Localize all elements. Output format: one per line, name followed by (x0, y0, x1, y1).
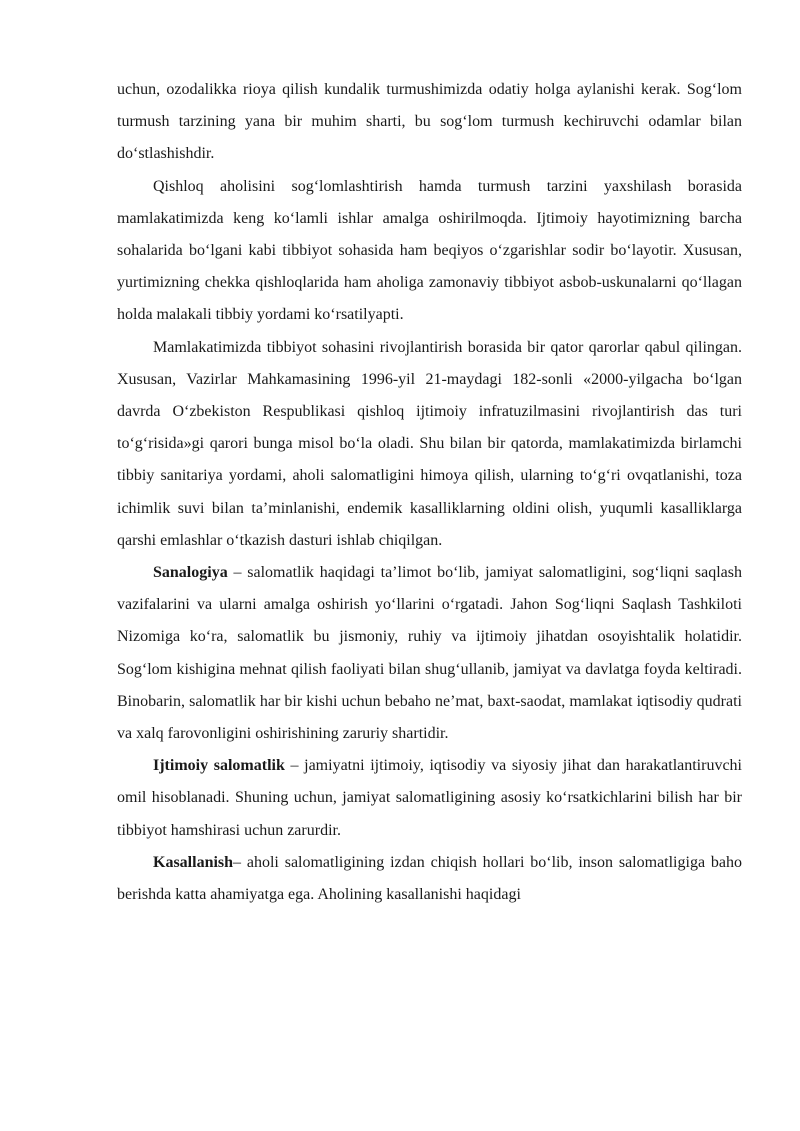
paragraph-social-health (117, 750, 742, 847)
paragraph-medical-decrees (117, 332, 742, 557)
paragraph-continuation (117, 74, 742, 171)
paragraph-morbidity (117, 847, 742, 911)
paragraph-rural-health (117, 171, 742, 332)
paragraph-sanalogiya (117, 557, 742, 750)
term-social-health: Ijtimoiy salomatlik (153, 757, 285, 775)
paragraph-text: – aholi salomatligining izdan chiqish hollari bo‘lib, inson salomatligiga baho berishda katta ahamiyatga ega. Aholining kasallanishi haqidagi (117, 853, 742, 904)
paragraph-text: Mamlakatimizda tibbiyot sohasini rivojlantirish borasida bir qator qarorlar qabul qilingan. Xususan, Vazirlar Mahkamasining 1996-yil 21-maydagi 182-sonli «2000-yilgacha bo‘lgan davrda O‘zbekiston Respublikasi qishloq ijtimoiy infratuzilmasini rivojlantirish das turi to‘g‘risida»gi qarori bunga misol bo‘la oladi. Shu bilan bir qatorda, mamlakatimizda birlamchi tibbiy sanitariya yordami, aholi salomatligini himoya qilish, ularning to‘g‘ri ovqatlanishi, toza ichimlik suvi bilan ta’minlanishi, endemik kasalliklarning oldini olish, yuqumli kasalliklarga qarshi emlashlar o‘tkazish dasturi ishlab chiqilgan. (117, 338, 742, 549)
paragraph-text: – salomatlik haqidagi ta’limot bo‘lib, jamiyat salomatligini, sog‘liqni saqlash vazifalarini va ularni amalga oshirish yo‘llarini o‘rgatadi. Jahon Sog‘liqni Saqlash Tashkiloti Nizomiga ko‘ra, salomatlik bu jismoniy, ruhiy va ijtimoiy jihatdan osoyishtalik holatidir. Sog‘lom kishigina mehnat qilish faoliyati bilan shug‘ullanib, jamiyat va davlatga foyda keltiradi. Binobarin, salomatlik har bir kishi uchun bebaho ne’mat, baxt-saodat, mamlakat iqtisodiy qudrati va xalq farovonligini oshirishining zaruriy shartidir. (117, 564, 742, 743)
paragraph-text: uchun, ozodalikka rioya qilish kundalik turmushimizda odatiy holga aylanishi kerak. Sog‘lom turmush tarzining yana bir muhim sharti, bu sog‘lom turmush kechiruvchi odamlar bilan do‘stlashishdir. (117, 81, 742, 163)
term-morbidity: Kasallanish (153, 853, 234, 871)
term-sanalogiya: Sanalogiya (153, 564, 228, 582)
paragraph-text: Qishloq aholisini sog‘lomlashtirish hamda turmush tarzini yaxshilash borasida mamlakatimizda keng ko‘lamli ishlar amalga oshirilmoqda. Ijtimoiy hayotimizning barcha sohalarida bo‘lgani kabi tibbiyot sohasida ham beqiyos o‘zgarishlar sodir bo‘layotir. Xususan, yurtimizning chekka qishloqlarida ham aholiga zamonaviy tibbiyot asbob-uskunalarni qo‘llagan holda malakali tibbiy yordami ko‘rsatilyapti. (117, 177, 742, 324)
document-page (117, 74, 742, 911)
paragraph-text: – jamiyatni ijtimoiy, iqtisodiy va siyosiy jihat dan harakatlantiruvchi omil hisoblanadi. Shuning uchun, jamiyat salomatligining asosiy ko‘rsatkichlarini bilish har bir tibbiyot hamshirasi uchun zarurdir. (117, 757, 742, 839)
